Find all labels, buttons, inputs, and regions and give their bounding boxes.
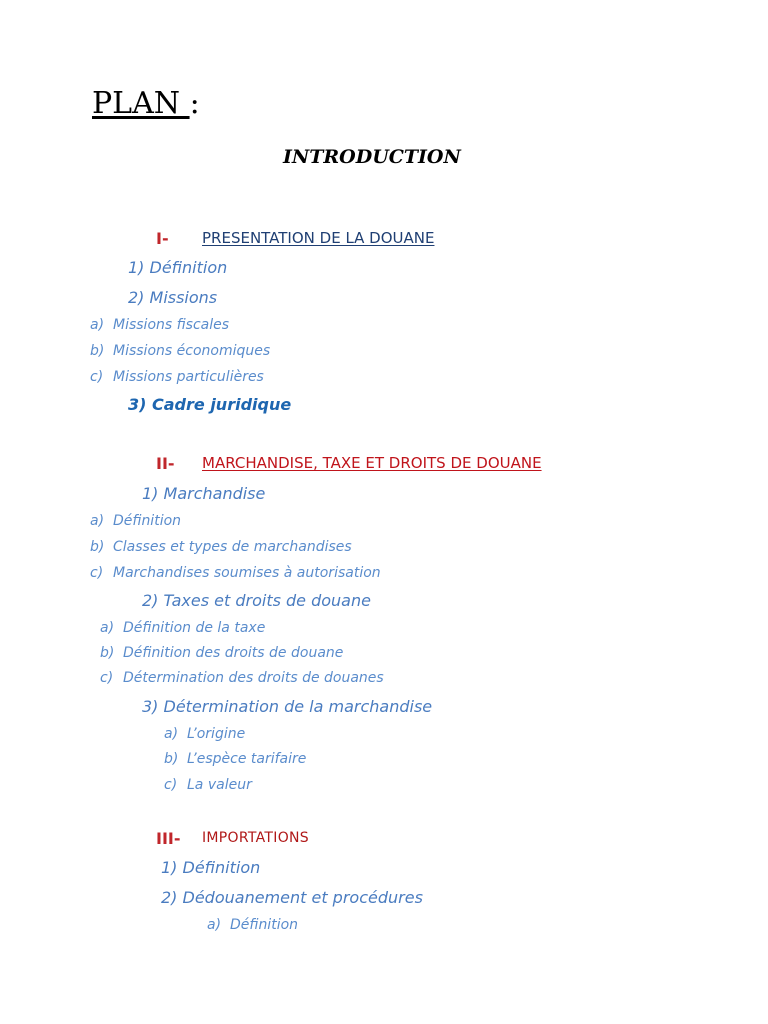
list-item (164, 751, 306, 767)
section-1-number: I- (156, 229, 169, 248)
list-item (90, 565, 381, 581)
list-item-text: Missions fiscales (113, 317, 230, 333)
list-item-letter: b) (164, 751, 179, 767)
list-item (164, 777, 252, 793)
list-item (90, 539, 352, 555)
list-item (90, 513, 181, 529)
list-item-text: L’espèce tarifaire (187, 751, 307, 767)
section-3-sub-2: 2) Dédouanement et procédures (161, 888, 423, 907)
section-1-sub-1: 1) Définition (128, 258, 228, 277)
list-item (90, 343, 270, 359)
list-item-text: Missions économiques (113, 343, 271, 359)
section-3-number: III- (156, 829, 181, 848)
plan-title-colon: : (189, 86, 200, 121)
section-1-sub-2: 2) Missions (128, 288, 218, 307)
list-item-text: Classes et types de marchandises (113, 539, 352, 555)
section-2-title: MARCHANDISE, TAXE ET DROITS DE DOUANE (202, 454, 542, 472)
section-2-number: II- (156, 454, 175, 473)
introduction-heading: INTRODUCTION (283, 146, 461, 168)
page-title (92, 86, 200, 121)
list-item-letter: c) (164, 777, 178, 793)
section-1-sub-3: 3) Cadre juridique (128, 395, 292, 414)
list-item-letter: a) (90, 513, 105, 529)
list-item-letter: a) (164, 726, 179, 742)
list-item (100, 645, 343, 661)
section-1-title: PRESENTATION DE LA DOUANE (202, 229, 435, 247)
list-item (100, 670, 384, 686)
list-item-text: Détermination des droits de douanes (123, 670, 384, 686)
list-item-letter: a) (207, 917, 222, 933)
list-item-text: Définition (113, 513, 182, 529)
list-item-letter: c) (90, 369, 104, 385)
section-2-sub-1: 1) Marchandise (142, 484, 266, 503)
list-item-text: Missions particulières (113, 369, 264, 385)
list-item-letter: a) (100, 620, 115, 636)
list-item-text: Définition (230, 917, 299, 933)
list-item (207, 917, 298, 933)
list-item-letter: c) (100, 670, 114, 686)
list-item (90, 317, 229, 333)
list-item (90, 369, 264, 385)
list-item-text: La valeur (187, 777, 252, 793)
list-item-letter: b) (100, 645, 115, 661)
list-item-text: Marchandises soumises à autorisation (113, 565, 381, 581)
list-item-letter: b) (90, 343, 105, 359)
plan-title-word: PLAN (92, 86, 190, 121)
list-item-letter: b) (90, 539, 105, 555)
list-item-text: L’origine (187, 726, 246, 742)
section-2-sub-2: 2) Taxes et droits de douane (142, 591, 371, 610)
list-item-letter: a) (90, 317, 105, 333)
section-3-sub-1: 1) Définition (161, 858, 261, 877)
list-item-text: Définition des droits de douane (123, 645, 344, 661)
list-item (100, 620, 265, 636)
list-item-text: Définition de la taxe (123, 620, 266, 636)
list-item (164, 726, 245, 742)
section-2-sub-3: 3) Détermination de la marchandise (142, 697, 433, 716)
list-item-letter: c) (90, 565, 104, 581)
section-3-title: IMPORTATIONS (202, 830, 309, 846)
